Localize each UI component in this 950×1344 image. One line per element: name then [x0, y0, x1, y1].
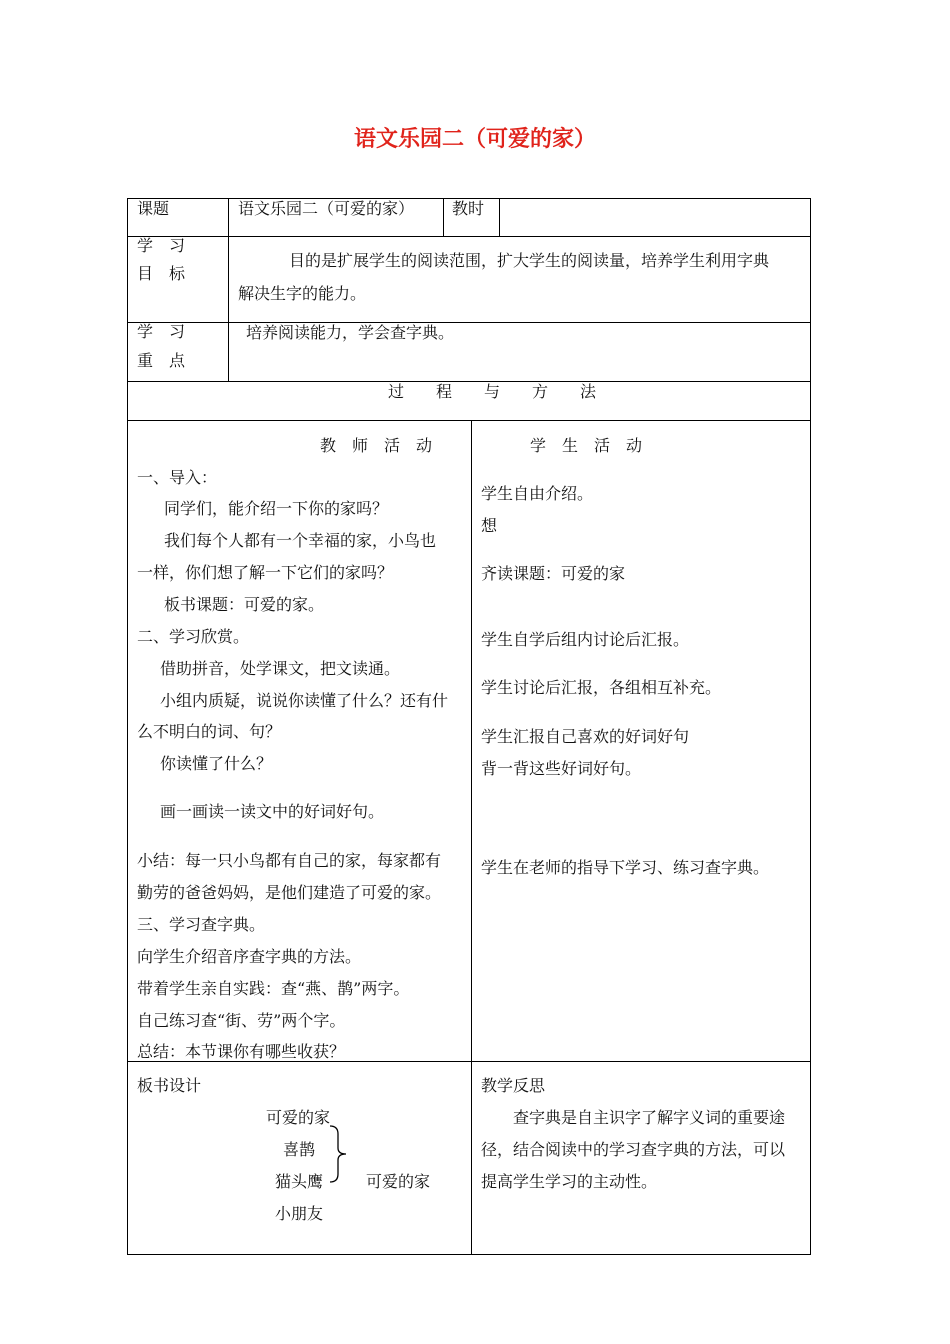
process-header: 过 程 与 方 法	[388, 382, 597, 401]
table-rule	[127, 198, 128, 1255]
teacher-line: 画一画读一读文中的好词好句。	[160, 802, 385, 821]
teacher-line: 向学生介绍音序查字典的方法。	[137, 947, 362, 966]
teacher-line: 你读懂了什么？	[160, 754, 273, 773]
student-line: 齐读课题：可爱的家	[481, 564, 626, 583]
table-rule	[127, 1254, 811, 1255]
reflection-label: 教学反思	[481, 1076, 546, 1095]
board-label: 板书设计	[137, 1076, 202, 1095]
teacher-line: 二、学习欣赏。	[137, 627, 250, 646]
teacher-line: 小组内质疑，说说你读懂了什么？还有什	[160, 691, 449, 710]
board-summary: 可爱的家	[366, 1172, 431, 1191]
focus-label-line2: 重 点	[137, 351, 186, 370]
board-item: 喜鹊	[283, 1140, 316, 1159]
goals-label-line1: 学 习	[137, 236, 186, 255]
period-label: 教时	[452, 199, 485, 218]
student-line: 学生自由介绍。	[481, 484, 594, 503]
teacher-column-header: 教 师 活 动	[320, 436, 433, 455]
board-heading: 可爱的家	[266, 1108, 331, 1127]
student-line: 学生讨论后汇报，各组相互补充。	[481, 678, 722, 697]
table-rule	[443, 198, 444, 237]
goals-text-line2: 解决生字的能力。	[238, 284, 367, 303]
goals-label-line2: 目 标	[137, 264, 186, 283]
table-rule	[127, 322, 811, 323]
teacher-line: 自己练习查“街、劳”两个字。	[137, 1011, 346, 1030]
student-line: 学生汇报自己喜欢的好词好句	[481, 727, 690, 746]
teacher-line: 么不明白的词、句？	[137, 722, 282, 741]
board-item: 猫头鹰	[275, 1172, 324, 1191]
student-column-header: 学 生 活 动	[530, 436, 643, 455]
student-line: 背一背这些好词好句。	[481, 759, 642, 778]
table-rule	[127, 420, 811, 421]
reflection-line: 查字典是自主识字了解字义词的重要途	[513, 1108, 786, 1127]
teacher-line: 一、导入：	[137, 468, 218, 487]
student-line: 学生自学后组内讨论后汇报。	[481, 630, 690, 649]
focus-text: 培养阅读能力，学会查字典。	[246, 323, 455, 342]
reflection-line: 提高学生学习的主动性。	[481, 1172, 658, 1191]
teacher-line: 借助拼音，处学课文，把文读通。	[160, 659, 401, 678]
focus-label-line1: 学 习	[137, 322, 186, 341]
curly-brace-icon	[326, 1124, 350, 1184]
teacher-line: 小结：每一只小鸟都有自己的家，每家都有	[137, 851, 442, 870]
topic-value: 语文乐园二（可爱的家）	[238, 199, 415, 218]
teacher-line: 总结：本节课你有哪些收获？	[137, 1042, 346, 1061]
reflection-line: 径，结合阅读中的学习查字典的方法，可以	[481, 1140, 786, 1159]
teacher-line: 带着学生亲自实践：查“燕、鹊”两字。	[137, 979, 410, 998]
goals-text-line1: 目的是扩展学生的阅读范围，扩大学生的阅读量，培养学生利用字典	[289, 251, 770, 270]
student-line: 想	[481, 516, 498, 535]
table-rule	[127, 236, 811, 237]
board-item: 小朋友	[275, 1204, 324, 1223]
teacher-line: 板书课题：可爱的家。	[164, 595, 325, 614]
table-rule	[810, 198, 811, 1255]
teacher-line: 一样，你们想了解一下它们的家吗？	[137, 563, 394, 582]
table-rule	[471, 420, 472, 1255]
student-line: 学生在老师的指导下学习、练习查字典。	[481, 858, 770, 877]
topic-label: 课题	[137, 199, 170, 218]
teacher-line: 同学们，能介绍一下你的家吗？	[164, 499, 389, 518]
page-title: 语文乐园二（可爱的家）	[353, 127, 596, 152]
table-rule	[228, 198, 229, 382]
teacher-line: 三、学习查字典。	[137, 915, 266, 934]
teacher-line: 勤劳的爸爸妈妈，是他们建造了可爱的家。	[137, 883, 442, 902]
table-rule	[499, 198, 500, 237]
teacher-line: 我们每个人都有一个幸福的家，小鸟也	[164, 531, 437, 550]
